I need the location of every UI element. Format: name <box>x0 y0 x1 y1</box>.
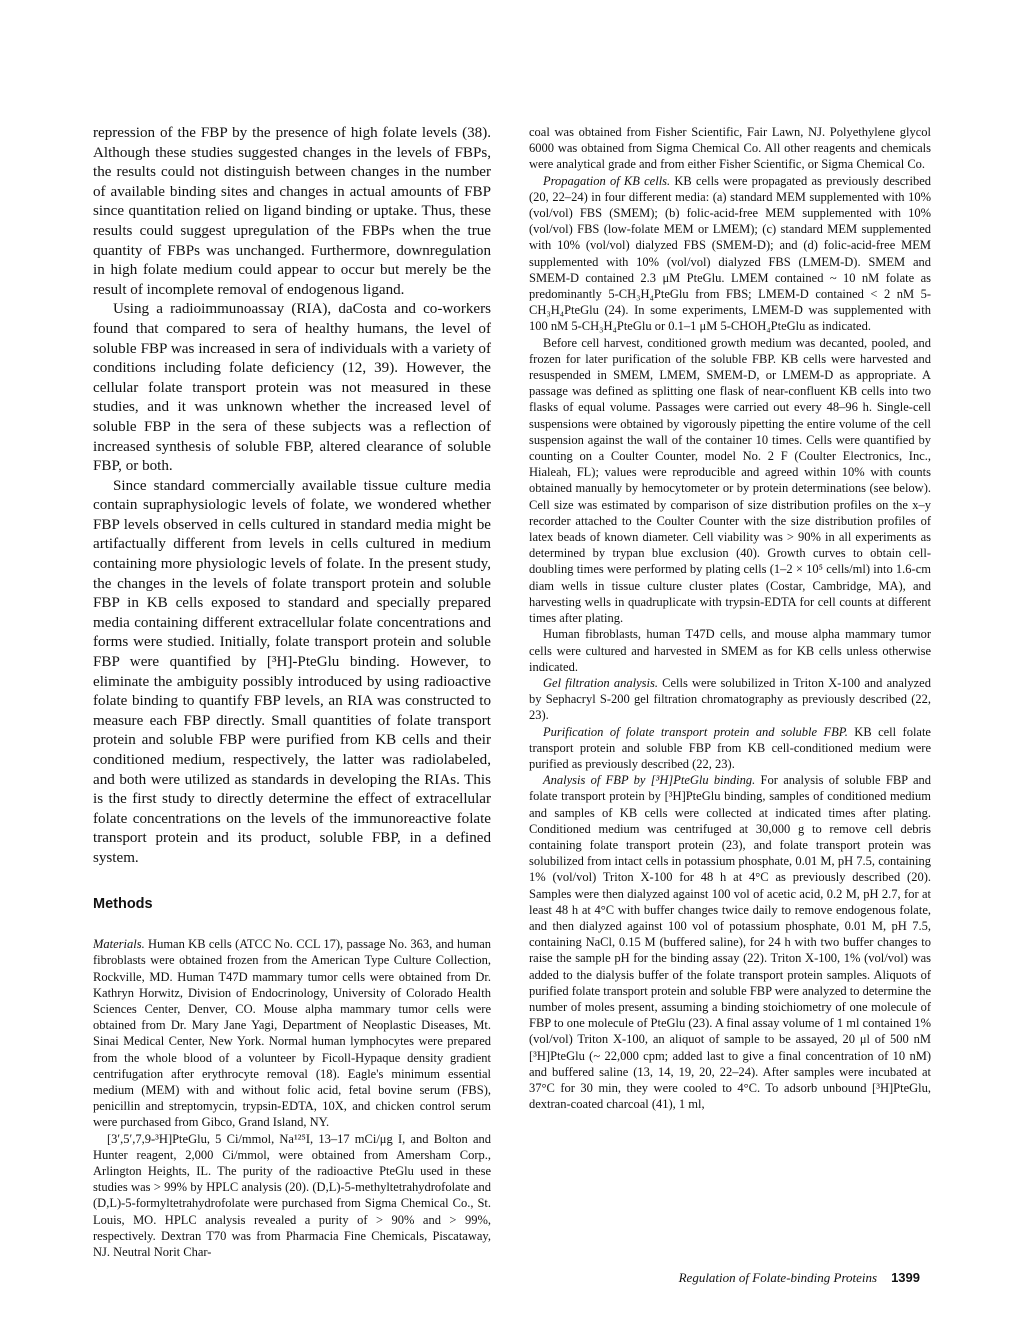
running-title: Regulation of Folate-binding Proteins <box>678 1270 878 1285</box>
binding-analysis-paragraph <box>529 772 931 1112</box>
page-footer <box>679 1270 920 1286</box>
purification-label: Purification of folate transport protein and soluble FBP. <box>543 724 848 739</box>
propagation-text: KB cells were propagated as previously described (20, 22–24) in four different media: (a) standard MEM supplemented with 10% (vol/vol) FBS (SMEM); (b) folic-acid-free MEM supplemented with 10% (vol/vol) FBS (low-folate MEM or LMEM); (c) standard MEM supplemented with 10% (vol/vol) dialyzed FBS (SMEM-D); and (d) folic-acid-free MEM supplemented with 10% (vol/vol) dialyzed FBS (LMEM-D). SMEM and SMEM-D contained 2.3 μM PteGlu. LMEM contained ~ 10 nM folate as predominantly 5-CH₃H₄PteGlu from FBS; LMEM-D contained < 2 nM 5-CH₃H₄PteGlu (24). In some experiments, LMEM-D was supplemented with 100 nM 5-CH₃H₄PteGlu or 0.1–1 μM 5-CHOH₄PteGlu as indicated. <box>529 173 931 334</box>
purification-paragraph <box>529 724 931 773</box>
purification-text: KB cell folate transport protein and soluble FBP from KB cell-conditioned medium were purified as previously described (22, 23). <box>529 724 931 771</box>
gel-filtration-text: Cells were solubilized in Triton X-100 and analyzed by Sephacryl S-200 gel filtration chromatography as previously described (22, 23). <box>529 675 931 723</box>
gel-filtration-label: Gel filtration analysis. <box>543 675 658 690</box>
right-column <box>529 124 931 1112</box>
binding-analysis-label: Analysis of FBP by [³H]PteGlu binding. <box>543 773 756 788</box>
materials-paragraph <box>93 936 491 1130</box>
materials-label: Materials. <box>93 937 145 952</box>
intro-paragraph-2: Using a radioimmunoassay (RIA), daCosta and co-workers found that compared to sera of healthy humans, the level of soluble FBP was increased in sera of individuals with a variety of conditions including folate deficiency (12, 39). However, the cellular folate transport protein was not measured in these studies, and it was unknown whether the increased level of soluble FBP in the sera of these subjects was a reflection of increased synthesis of soluble FBP, altered clearance of soluble FBP, or both. <box>93 301 491 475</box>
intro-paragraph-3: Since standard commercially available tissue culture media contain supraphysiologic levels of folate, we wondered whether FBP levels observed in cells cultured in standard media might be artifactually different from levels in cells cultured in medium containing more physiologic levels of folate. In the present study, the changes in the levels of folate transport protein and soluble FBP in KB cells exposed to standard and specially prepared media containing different extracellular folate concentrations and forms were studied. Initially, folate transport protein and soluble FBP were quantified by [³H]-PteGlu binding. However, to eliminate the ambiguity possibly introduced by using radioactive folate binding to quantify FBP levels, an RIA was constructed to measure each FBP directly. Small quantities of folate transport protein and soluble FBP were purified from KB cells and their conditioned medium, respectively, the latter was radiolabeled, and both were utilized as standards in developing the RIAs. This is the first study to directly determine the effect of extracellular folate concentrations on the levels of the immunoreactive folate transport protein and its product, soluble FBP, in a defined system. <box>93 477 491 866</box>
methods-heading: Methods <box>93 895 153 912</box>
intro-paragraph-1: repression of the FBP by the presence of high folate levels (38). Although these studies suggested changes in the levels of FBPs, the results could not distinguish between changes in the number of available binding sites and changes in actual amounts of FBP since quantitation relied on ligand binding or uptake. Thus, these results could suggest upregulation of the FBPs when the true quantity of FBPs was unchanged. Furthermore, downregulation in high folate medium could appear to occur but merely be the result of incomplete removal of endogenous ligand. <box>93 125 491 298</box>
harvest-paragraph: Before cell harvest, conditioned growth medium was decanted, pooled, and frozen for later purification of the soluble FBP. KB cells were harvested and resuspended in SMEM, LMEM, SMEM-D, or LMEM-D as appropriate. A passage was defined as splitting one flask of near-confluent KB cells into two flasks of equal volume. Passages were carried out every 48–96 h. Single-cell suspensions were obtained by vigorously pipetting the entire volume of the cell suspension against the wall of the container 10 times. Cells were quantified by counting on a Coulter Counter, model No. 2 F (Coulter Electronics, Inc., Hialeah, FL); values were reproducible and agreed within 10% with counts obtained manually by hemocytometer or by protein determinations (see below). Cell size was estimated by comparison of size distribution profiles on the x–y recorder attached to the Coulter Counter with the size distribution profiles of latex beads of known diameter. Cell viability was > 90% in all experiments as determined by trypan blue exclusion (40). Growth curves to obtain cell-doubling times were performed by plating cells (1–2 × 10⁵ cells/ml) into 1.6-cm diam wells in tissue culture cluster plates (Costar, Cambridge, MA), and harvesting wells in quadruplicate with trypsin-EDTA for cell counts at different times after plating. <box>529 335 931 626</box>
materials-paragraph-2: [3′,5′,7,9-³H]PteGlu, 5 Ci/mmol, Na¹²⁵I, 13–17 mCi/μg I, and Bolton and Hunter reagent, 2,000 Ci/mmol, were obtained from Amersham Corp., Arlington Heights, IL. The purity of the radioactive PteGlu used in these studies was > 99% by HPLC analysis (20). (D,L)-5-methyltetrahydrofolate and (D,L)-5-formyltetrahydrofolate were purchased from Sigma Chemical Co., St. Louis, MO. HPLC analysis revealed a purity of > 90% and > 99%, respectively. Dextran T70 was from Pharmacia Fine Chemicals, Piscataway, NJ. Neutral Norit Char- <box>93 1131 491 1260</box>
gel-filtration-paragraph <box>529 675 931 724</box>
propagation-label: Propagation of KB cells. <box>543 173 671 188</box>
left-column <box>93 124 491 1260</box>
reagents-paragraph: coal was obtained from Fisher Scientific, Fair Lawn, NJ. Polyethylene glycol 6000 was obtained from Sigma Chemical Co. All other reagents and chemicals were analytical grade and from either Fisher Scientific, or Sigma Chemical Co. <box>529 125 931 172</box>
binding-analysis-text: For analysis of soluble FBP and folate transport protein by [³H]PteGlu binding, samples of conditioned medium and samples of KB cells were collected at indicated times after plating. Conditioned medium was centrifuged at 30,000 g to remove cell debris containing folate transport protein (23), and folate transport protein was solubilized from intact cells in potassium phosphate, 0.01 M, pH 7.5, containing 1% (vol/vol) Triton X-100 for 48 h at 4°C as previously described (20). Samples were then dialyzed against 100 vol of acetic acid, 0.2 M, pH 2.7, for at least 48 h at 4°C with buffer changes twice daily to remove endogenous folate, and then dialyzed against 100 vol of potassium phosphate, 0.01 M, pH 7.5, containing NaCl, 0.15 M (buffered saline), for 24 h with two buffer changes to raise the sample pH for the binding assay (22). Triton X-100, 1% (vol/vol) was added to the dialysis buffer of the folate transport protein samples. Aliquots of purified folate transport protein and soluble FBP were analyzed to determine the number of moles present, assuming a binding stoichiometry of one molecule of FBP to one molecule of PteGlu (23). A final assay volume of 1 ml contained 1% (vol/vol) Triton X-100, an aliquot of sample to be assayed, 20 μl of 500 nM [³H]PteGlu (~ 22,000 cpm; added last to give a final concentration of 10 nM) and buffered saline (13, 14, 19, 20, 22–24). After samples were incubated at 37°C for 30 min, they were cooled to 4°C. To adsorb unbound [³H]PteGlu, dextran-coated charcoal (41), 1 ml, <box>529 773 932 1112</box>
propagation-paragraph <box>529 173 931 335</box>
page-number: 1399 <box>891 1270 920 1285</box>
materials-text: Human KB cells (ATCC No. CCL 17), passage No. 363, and human fibroblasts were obtained frozen from the American Type Culture Collection, Rockville, MD. Human T47D mammary tumor cells were obtained from Dr. Kathryn Horwitz, Division of Endocrinology, University of Colorado Health Sciences Center, Denver, CO. Mouse alpha mammary tumor cells were obtained from Dr. Mary Jane Yagi, Department of Neoplastic Diseases, Mt. Sinai Medical Center, New York. Normal human lymphocytes were prepared from the whole blood of a volunteer by Ficoll-Hypaque density gradient centrifugation after erythrocyte removal (18). Eagle's minimum essential medium (MEM) with and without folic acid, fetal bovine serum (FBS), penicillin and streptomycin, trypsin-EDTA, 10X, and chicken control serum were purchased from Gibco, Grand Island, NY. <box>93 937 491 1130</box>
materials-section <box>93 936 491 1260</box>
fibroblast-paragraph: Human fibroblasts, human T47D cells, and mouse alpha mammary tumor cells were cultured and harvested in SMEM as for KB cells unless otherwise indicated. <box>529 627 931 674</box>
